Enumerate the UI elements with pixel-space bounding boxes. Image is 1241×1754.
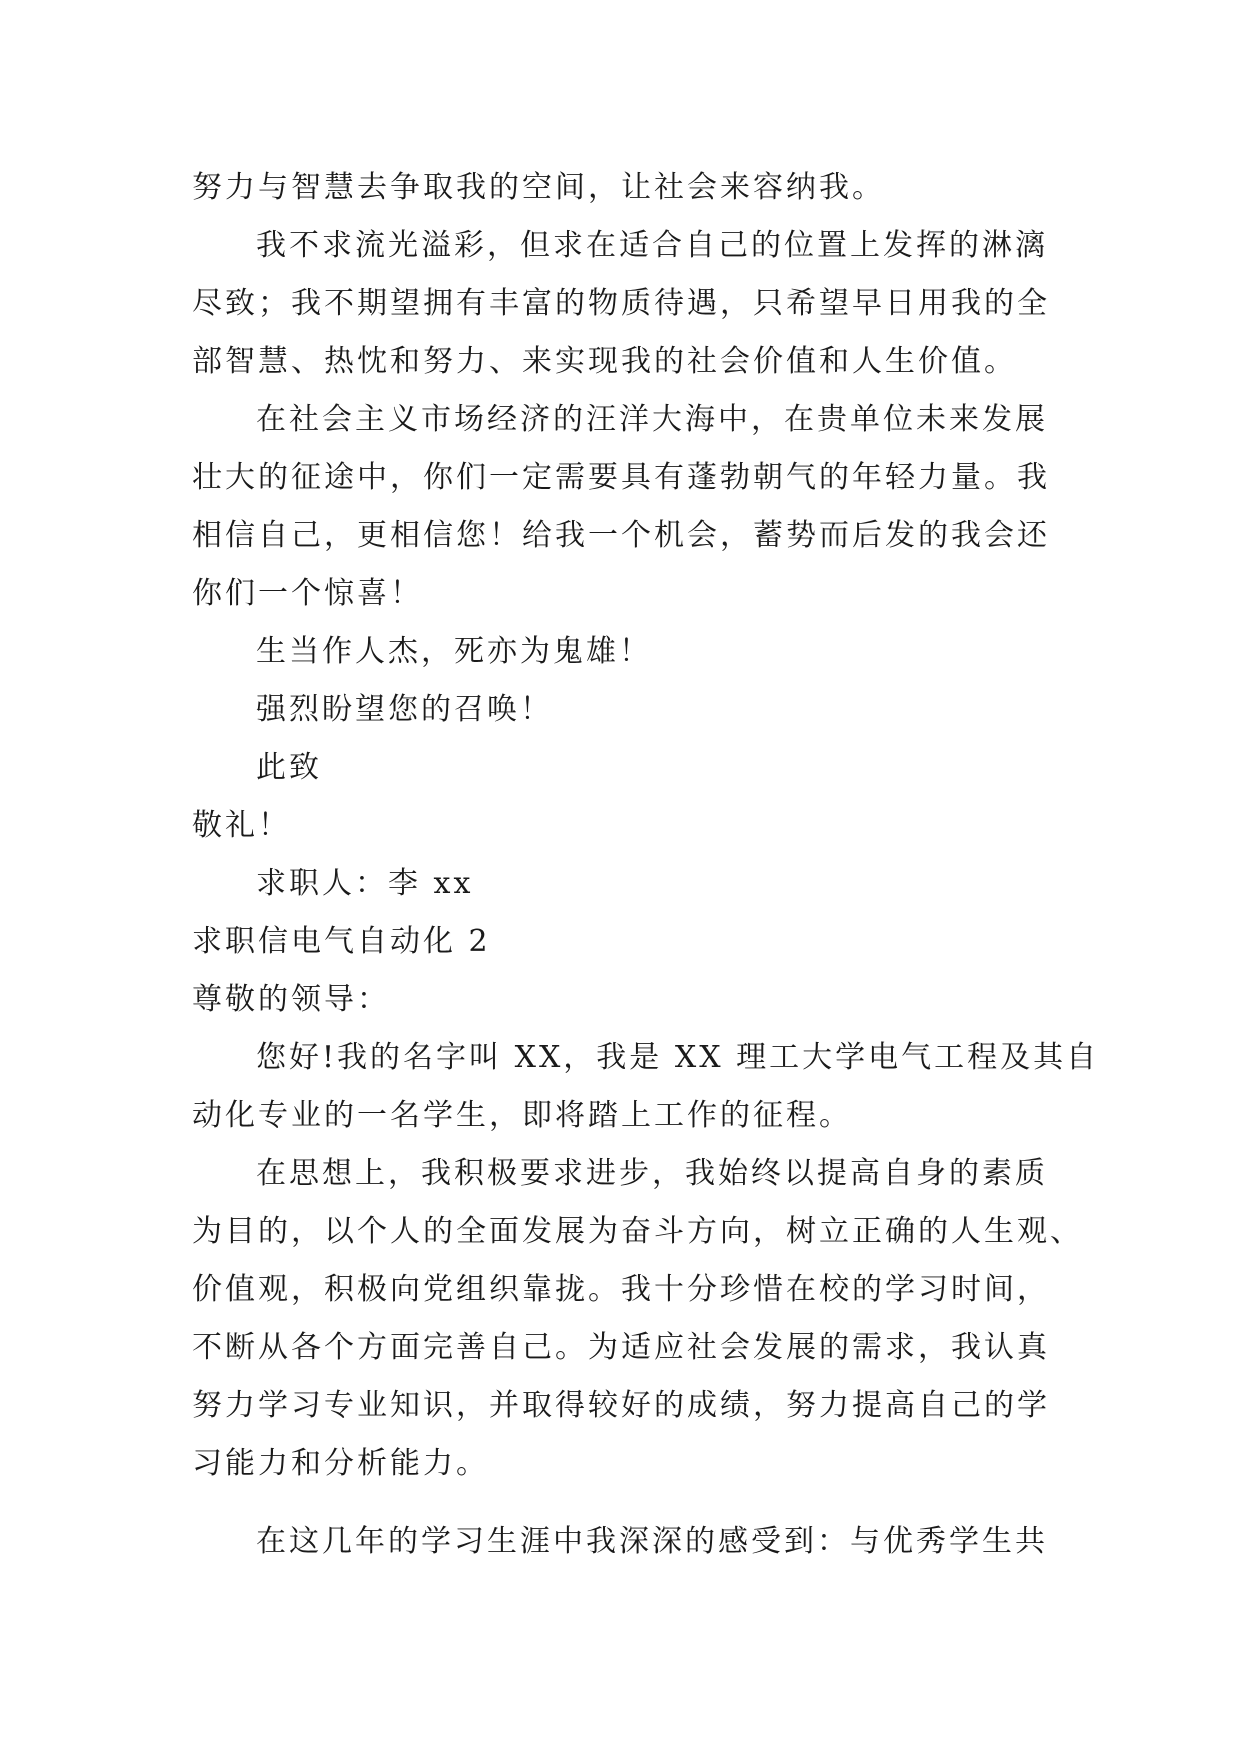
text-line-1: 努力与智慧去争取我的空间，让社会来容纳我。 — [192, 170, 885, 205]
text-line-16: 您好!我的名字叫 XX，我是 XX 理工大学电气工程及其自 — [256, 1040, 1100, 1075]
text-line-9: 生当作人杰，死亦为鬼雄！ — [256, 634, 652, 669]
letter-body — [192, 159, 1100, 1571]
signature-line: 求职人：李 xx — [256, 866, 474, 901]
closing-regards: 敬礼！ — [192, 808, 291, 843]
text-line-17: 动化专业的一名学生，即将踏上工作的征程。 — [192, 1098, 852, 1133]
text-line-18: 在思想上，我积极要求进步，我始终以提高自身的素质 — [256, 1156, 1048, 1191]
text-line-21: 不断从各个方面完善自己。为适应社会发展的需求，我认真 — [192, 1330, 1050, 1365]
text-line-5: 在社会主义市场经济的汪洋大海中，在贵单位未来发展 — [256, 402, 1048, 437]
greeting: 尊敬的领导： — [192, 982, 390, 1017]
section-title: 求职信电气自动化 2 — [192, 924, 491, 959]
text-line-19: 为目的，以个人的全面发展为奋斗方向，树立正确的人生观、 — [192, 1214, 1083, 1249]
text-line-10: 强烈盼望您的召唤！ — [256, 692, 553, 727]
closing-salutation: 此致 — [256, 750, 322, 785]
text-line-24: 在这几年的学习生涯中我深深的感受到：与优秀学生共 — [256, 1524, 1048, 1559]
text-line-6: 壮大的征途中，你们一定需要具有蓬勃朝气的年轻力量。我 — [192, 460, 1050, 495]
text-line-23: 习能力和分析能力。 — [192, 1446, 489, 1481]
text-line-8: 你们一个惊喜！ — [192, 576, 423, 611]
text-line-20: 价值观，积极向党组织靠拢。我十分珍惜在校的学习时间， — [192, 1272, 1050, 1307]
text-line-22: 努力学习专业知识，并取得较好的成绩，努力提高自己的学 — [192, 1388, 1050, 1423]
text-line-4: 部智慧、热忱和努力、来实现我的社会价值和人生价值。 — [192, 344, 1017, 379]
text-line-7: 相信自己，更相信您！给我一个机会，蓄势而后发的我会还 — [192, 518, 1050, 553]
text-line-2: 我不求流光溢彩，但求在适合自己的位置上发挥的淋漓 — [256, 228, 1048, 263]
text-line-3: 尽致；我不期望拥有丰富的物质待遇，只希望早日用我的全 — [192, 286, 1050, 321]
paragraph-gap — [192, 1493, 1058, 1513]
